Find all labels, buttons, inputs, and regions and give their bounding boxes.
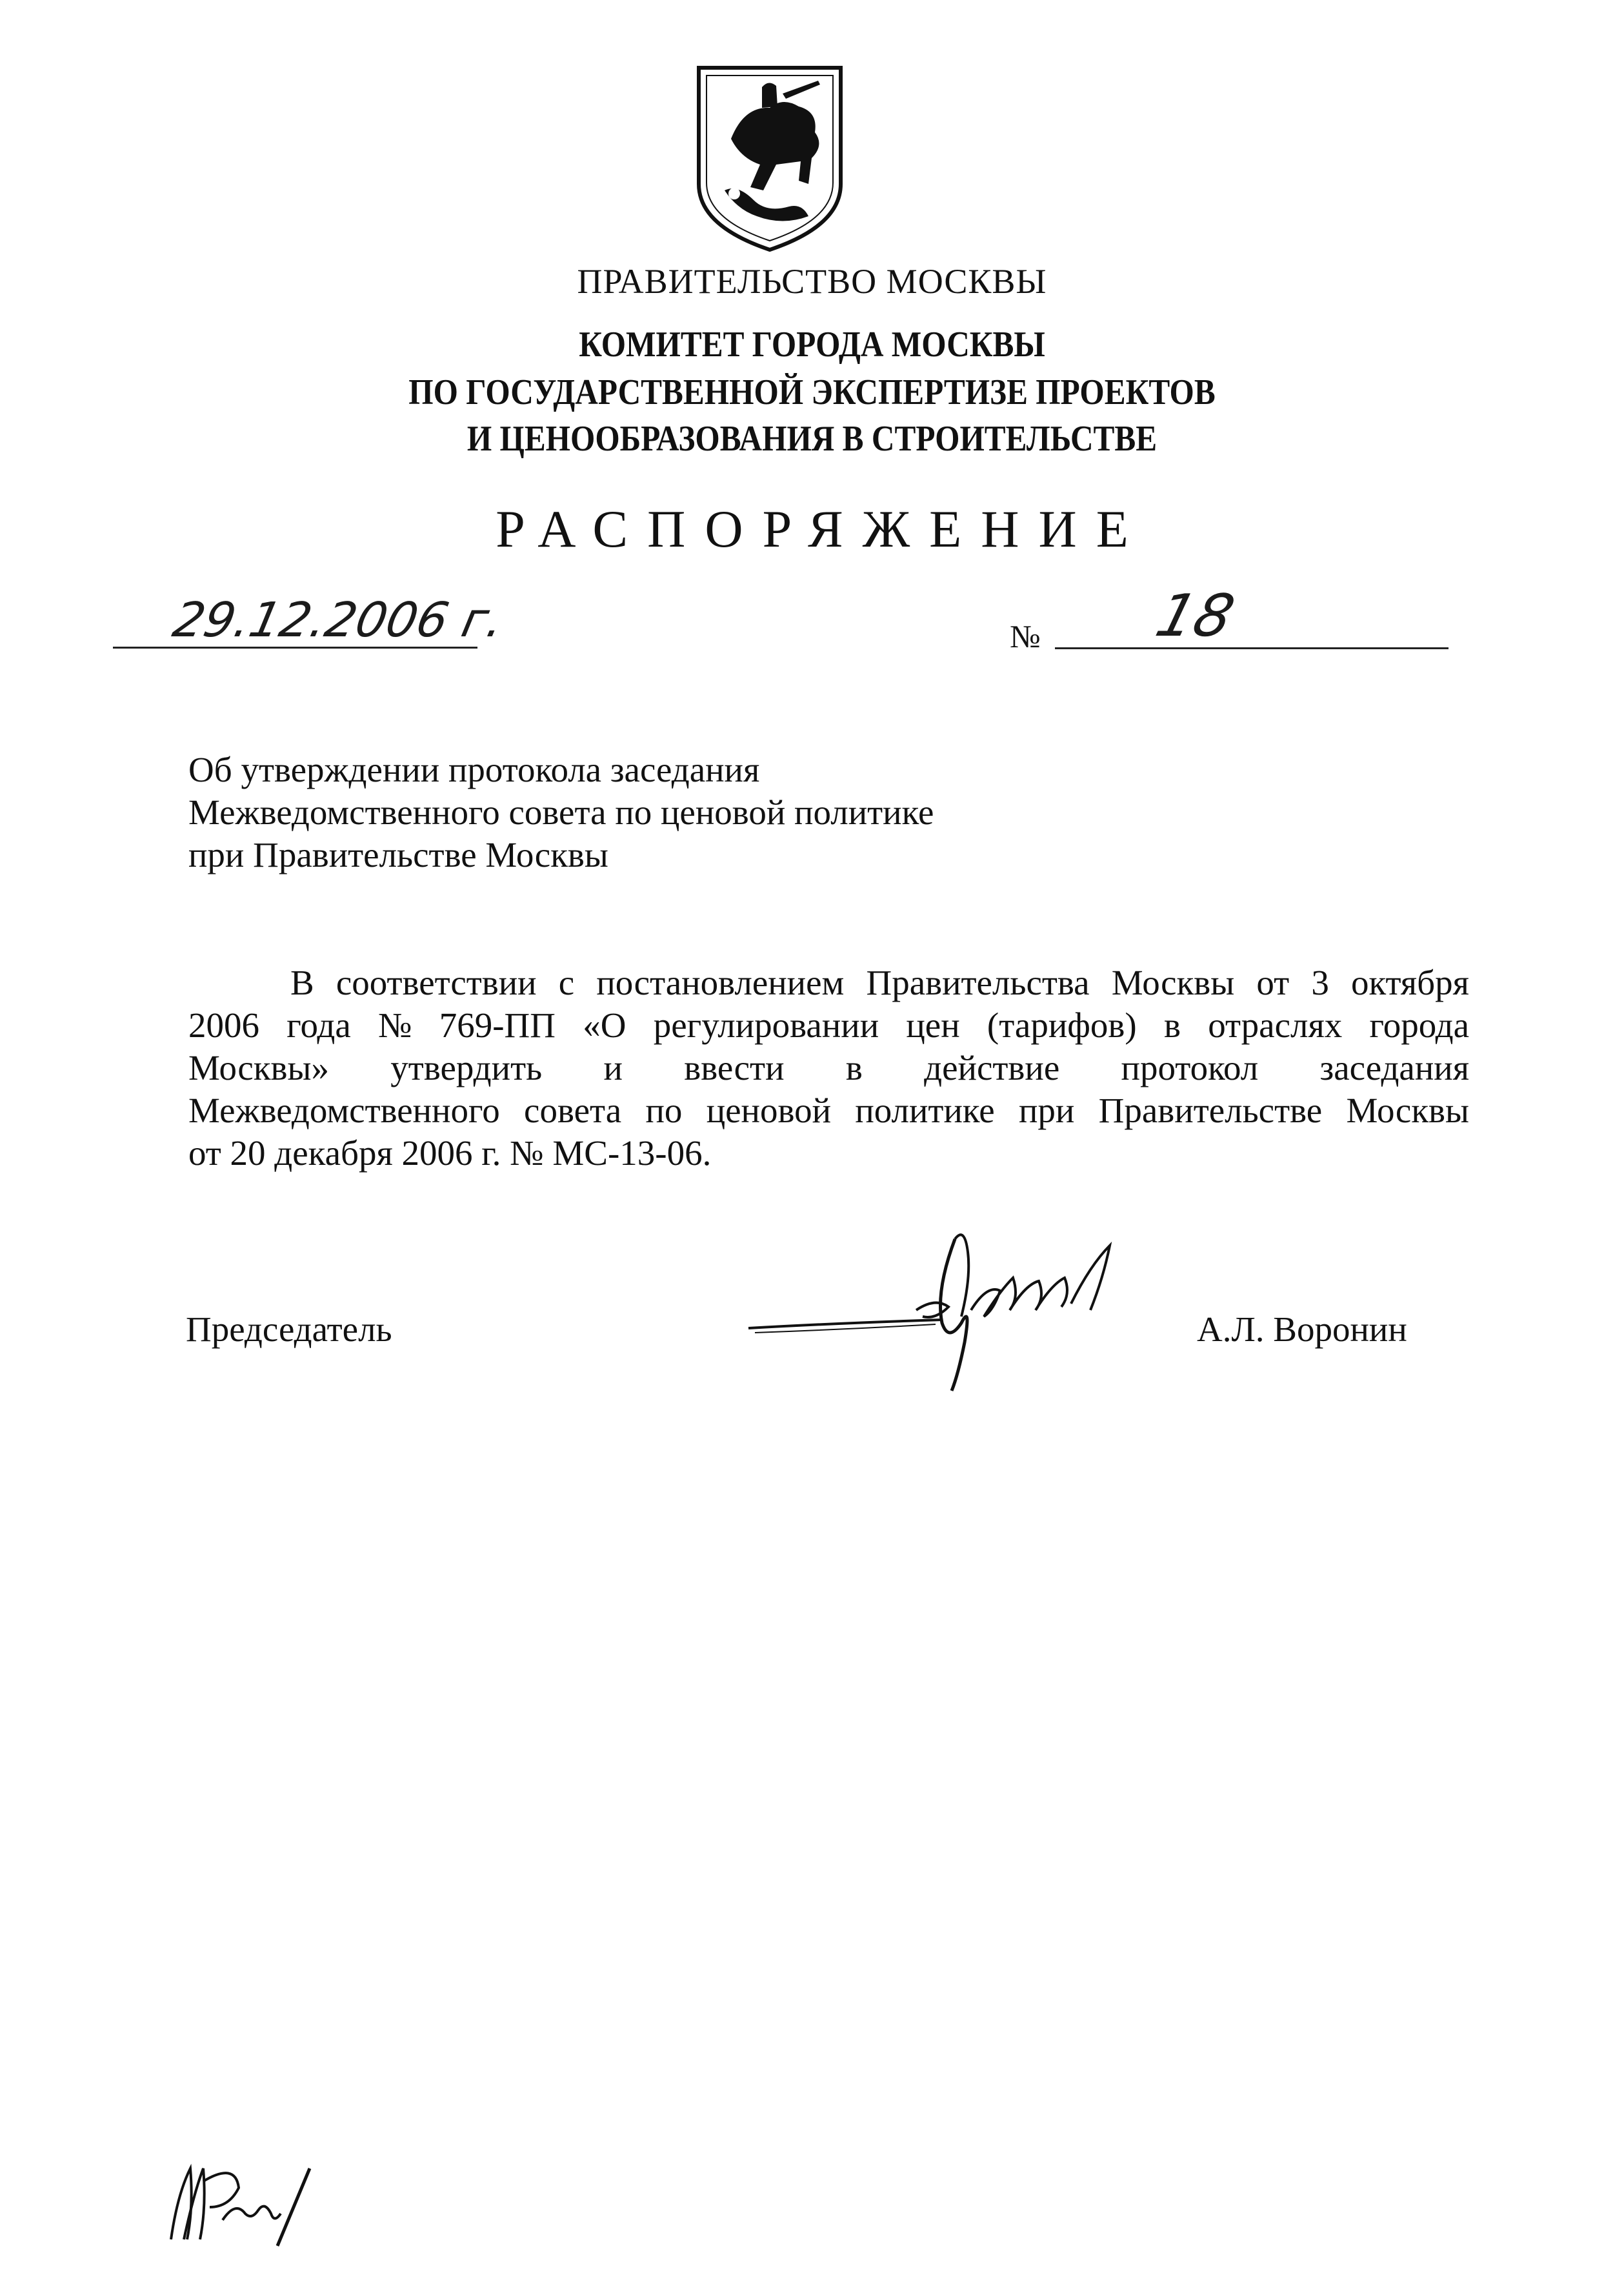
government-title: ПРАВИТЕЛЬСТВО МОСКВЫ <box>577 262 1047 301</box>
body-word: «О <box>583 1005 627 1045</box>
body-word: Москвы» <box>188 1048 329 1087</box>
body-word: цен <box>906 1005 960 1045</box>
body-word: действие <box>924 1048 1060 1087</box>
body-word: (тарифов) <box>987 1005 1137 1045</box>
body-word: заседания <box>1319 1048 1469 1087</box>
body-word: в <box>1163 1005 1181 1045</box>
number-label: № <box>1010 618 1041 654</box>
body-line-2 <box>188 1004 1469 1047</box>
body-word: Правительстве <box>1098 1091 1323 1130</box>
body-word: совета <box>524 1091 622 1130</box>
body-word: в <box>845 1048 863 1087</box>
body-word: № <box>378 1005 412 1045</box>
subject-line-1: Об утверждении протокола заседания <box>188 750 760 789</box>
body-word: Москвы <box>1111 963 1235 1002</box>
body-word: и <box>603 1048 623 1087</box>
body-word: ценовой <box>706 1091 832 1130</box>
body-word: утвердить <box>390 1048 543 1087</box>
committee-name-line-3: И ЦЕНООБРАЗОВАНИЯ В СТРОИТЕЛЬСТВЕ <box>466 419 1158 459</box>
body-word: отраслях <box>1208 1005 1343 1045</box>
moscow-coat-of-arms-icon <box>686 61 854 255</box>
body-word: протокол <box>1121 1048 1259 1087</box>
body-word: при <box>1018 1091 1075 1130</box>
body-word: Межведомственного <box>188 1091 500 1130</box>
body-word: Москвы <box>1346 1091 1469 1130</box>
number-underline <box>1055 647 1449 649</box>
body-word: года <box>286 1005 351 1045</box>
handwritten-date: 29.12.2006 г. <box>168 592 509 648</box>
body-word: по <box>645 1091 683 1130</box>
body-word: В <box>290 963 314 1002</box>
body-line-5: от 20 декабря 2006 г. № МС-13-06. <box>188 1133 712 1173</box>
body-word: соответствии <box>336 963 537 1002</box>
order-subject <box>188 749 934 876</box>
body-word: постановлением <box>596 963 845 1002</box>
body-word: октября <box>1351 963 1469 1002</box>
handwritten-signature <box>742 1213 1161 1394</box>
handwritten-number: 18 <box>1148 582 1241 650</box>
body-word: 769-ПП <box>439 1005 556 1045</box>
order-body <box>188 962 1469 1175</box>
body-word: политике <box>855 1091 995 1130</box>
document-type-title: РАСПОРЯЖЕНИЕ <box>496 500 1148 558</box>
committee-name-line-2: ПО ГОСУДАРСТВЕННОЙ ЭКСПЕРТИЗЕ ПРОЕКТОВ <box>408 372 1216 412</box>
subject-line-2: Межведомственного совета по ценовой политике <box>188 793 934 832</box>
body-word: 2006 <box>188 1005 259 1045</box>
handwritten-initials-mark <box>165 2156 313 2252</box>
signatory-name: А.Л. Воронин <box>1197 1309 1407 1349</box>
date-underline <box>113 647 477 649</box>
body-word: с <box>558 963 575 1002</box>
body-word: регулировании <box>653 1005 879 1045</box>
body-word: от <box>1256 963 1290 1002</box>
body-word: города <box>1369 1005 1469 1045</box>
subject-line-3: при Правительстве Москвы <box>188 835 608 874</box>
body-line-4 <box>188 1089 1469 1132</box>
body-word: 3 <box>1311 963 1329 1002</box>
committee-name-line-1: КОМИТЕТ ГОРОДА МОСКВЫ <box>579 325 1045 365</box>
signatory-title: Председатель <box>186 1309 392 1349</box>
body-word: ввести <box>684 1048 785 1087</box>
body-word: Правительства <box>866 963 1090 1002</box>
body-line-1 <box>188 962 1469 1004</box>
body-line-3 <box>188 1047 1469 1089</box>
